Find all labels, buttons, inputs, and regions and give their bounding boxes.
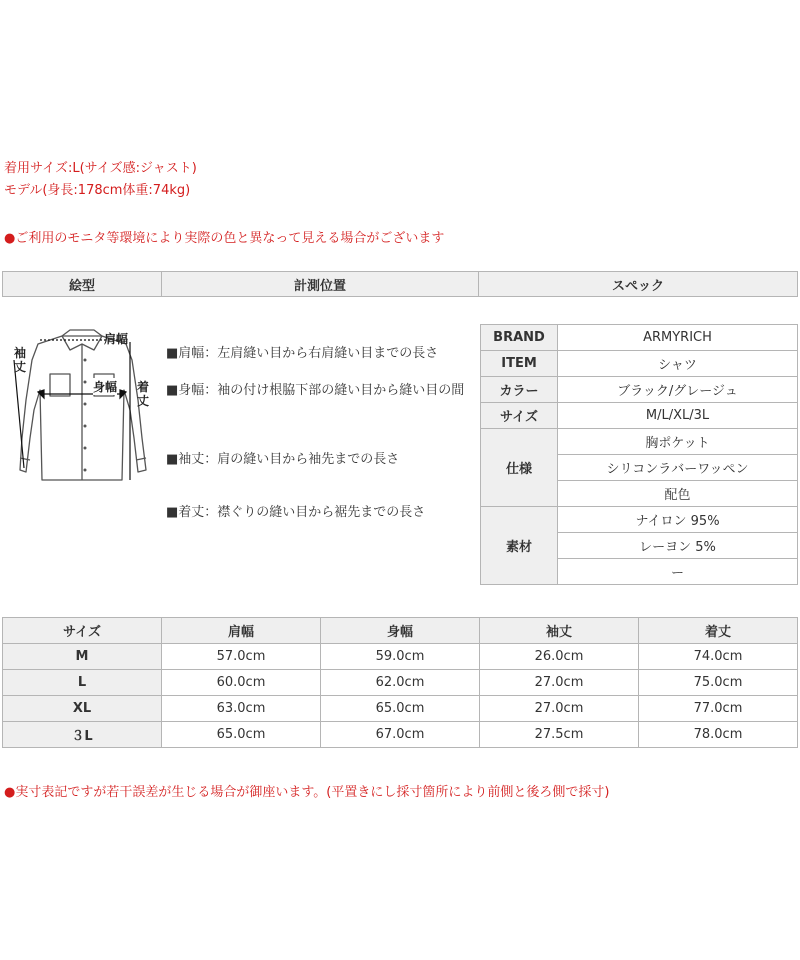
size-cell: 62.0cm — [321, 670, 480, 696]
section-header-row — [2, 271, 798, 297]
size-cell: 27.0cm — [480, 696, 639, 722]
size-cell: 60.0cm — [162, 670, 321, 696]
label-length-b: 丈 — [137, 394, 150, 408]
size-col-header: サイズ — [3, 618, 162, 644]
measure-shoulder: ■肩幅：左肩縫い目から右肩縫い目までの長さ — [166, 346, 439, 361]
label-length-a: 着 — [137, 380, 150, 394]
label-body-width: 身幅 — [93, 380, 118, 394]
measure-warning: ●実寸表記ですが若干誤差が生じる場合が御座います。(平置きにし採寸箇所により前側と後ろ側で採寸) — [4, 785, 610, 800]
spec-key: 仕様 — [481, 429, 558, 507]
spec-value: レーヨン 5% — [558, 533, 798, 559]
measure-sleeve: ■袖丈：肩の縫い目から袖先までの長さ — [166, 452, 400, 467]
spec-value: 配色 — [558, 481, 798, 507]
table-row — [3, 722, 798, 748]
size-cell: 65.0cm — [162, 722, 321, 748]
spec-value: 胸ポケット — [558, 429, 798, 455]
size-cell: XL — [3, 696, 162, 722]
table-row — [3, 696, 798, 722]
size-cell: 75.0cm — [639, 670, 798, 696]
spec-value: ナイロン 95% — [558, 507, 798, 533]
header-position: 計測位置 — [162, 272, 479, 297]
size-cell: 77.0cm — [639, 696, 798, 722]
spec-value: M/L/XL/3L — [558, 403, 798, 429]
size-col-header: 肩幅 — [162, 618, 321, 644]
label-sleeve-b: 丈 — [14, 360, 27, 374]
size-cell: 26.0cm — [480, 644, 639, 670]
spec-value: ブラック/グレージュ — [558, 377, 798, 403]
spec-key: 素材 — [481, 507, 558, 585]
spec-value: シャツ — [558, 351, 798, 377]
measure-length: ■着丈：襟ぐりの縫い目から裾先までの長さ — [166, 505, 426, 520]
spec-row-item — [481, 351, 798, 377]
size-cell: 63.0cm — [162, 696, 321, 722]
size-cell: 74.0cm — [639, 644, 798, 670]
size-cell: 78.0cm — [639, 722, 798, 748]
size-col-header: 着丈 — [639, 618, 798, 644]
spec-row-brand — [481, 325, 798, 351]
spec-row-material — [481, 507, 798, 533]
size-cell: ３L — [3, 722, 162, 748]
size-cell: 27.5cm — [480, 722, 639, 748]
spec-row-color — [481, 377, 798, 403]
size-table — [2, 617, 798, 748]
label-shoulder: 肩幅 — [104, 332, 129, 346]
spec-key: サイズ — [481, 403, 558, 429]
size-cell: 27.0cm — [480, 670, 639, 696]
spec-key: カラー — [481, 377, 558, 403]
table-row — [3, 670, 798, 696]
size-col-header: 身幅 — [321, 618, 480, 644]
size-cell: 65.0cm — [321, 696, 480, 722]
spec-key: BRAND — [481, 325, 558, 351]
measure-body-width: ■身幅：袖の付け根脇下部の縫い目から縫い目の間 — [166, 383, 465, 398]
label-sleeve-a: 袖 — [14, 346, 27, 360]
monitor-warning: ●ご利用のモニタ等環境により実際の色と異なって見える場合がございます — [4, 231, 445, 246]
spec-value: ARMYRICH — [558, 325, 798, 351]
wear-size-note: 着用サイズ:L(サイズ感:ジャスト) — [4, 161, 197, 176]
size-cell: 67.0cm — [321, 722, 480, 748]
size-cell: 57.0cm — [162, 644, 321, 670]
size-col-header: 袖丈 — [480, 618, 639, 644]
spec-key: ITEM — [481, 351, 558, 377]
spec-table — [480, 324, 798, 585]
header-pattern: 絵型 — [3, 272, 162, 297]
size-cell: M — [3, 644, 162, 670]
table-row — [3, 644, 798, 670]
size-table-header — [3, 618, 798, 644]
size-cell: L — [3, 670, 162, 696]
spec-value: ー — [558, 559, 798, 585]
shirt-diagram — [0, 320, 165, 490]
model-note: モデル(身長:178cm体重:74kg) — [4, 183, 191, 198]
size-cell: 59.0cm — [321, 644, 480, 670]
header-spec: スペック — [479, 272, 798, 297]
spec-value: シリコンラバーワッペン — [558, 455, 798, 481]
spec-row-size — [481, 403, 798, 429]
spec-row-detail — [481, 429, 798, 455]
